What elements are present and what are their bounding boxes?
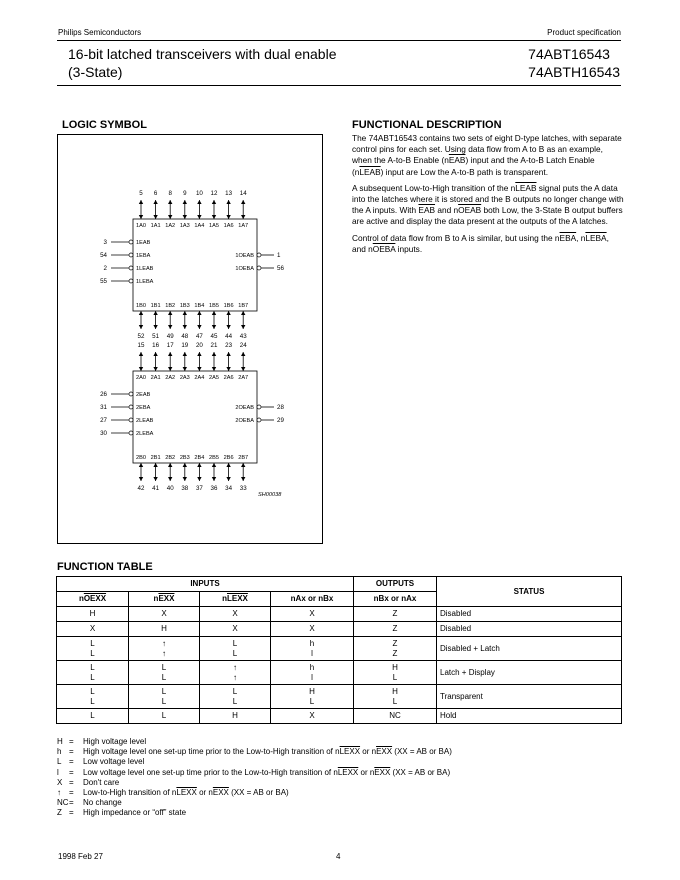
col-oexx: nOEXX — [57, 592, 129, 607]
note-eq: = — [69, 737, 74, 746]
table-row — [57, 709, 622, 724]
bottom-pin-number: 47 — [195, 333, 203, 340]
functional-description-text — [352, 133, 624, 260]
note-t1: Don't care — [83, 777, 120, 787]
bottom-pin-number: 48 — [181, 333, 189, 340]
note-row — [57, 757, 452, 767]
note-eq: = — [69, 767, 74, 777]
top-pin-label: 2A0 — [136, 375, 146, 381]
table-cell-a: h l — [271, 637, 354, 661]
right-pin-label: 1OEAB — [235, 253, 254, 259]
note-t1: No change — [83, 798, 122, 808]
note-ol2: $\overline{EXX}$ — [212, 788, 229, 798]
pin-arrow-down — [241, 477, 245, 481]
bottom-pin-number: 43 — [239, 333, 247, 340]
top-pin-number: 24 — [239, 342, 247, 349]
note-ol1: LEXX — [337, 767, 359, 777]
bottom-pin-label: 1B1 — [150, 303, 161, 309]
bottom-pin-label: 2B4 — [194, 455, 205, 461]
right-pin-label: 2OEBA — [235, 418, 254, 424]
right-pin-number: 56 — [277, 265, 284, 272]
pin-arrow-up — [153, 463, 157, 467]
right-pin-number: 1 — [277, 252, 281, 259]
note-t1: Low voltage level one set-up time prior to the Low-to-High transition of n — [83, 767, 338, 777]
table-cell-e: ↑ ↑ — [129, 637, 200, 661]
top-pin-label: 1A1 — [150, 223, 161, 229]
bottom-pin-label: 2B7 — [238, 455, 249, 461]
table-cell-o: Z — [354, 607, 437, 622]
note-t1: Low-to-High transition of n — [83, 788, 177, 798]
pin-arrow-up — [139, 311, 143, 315]
pin-arrow-down — [197, 215, 201, 219]
top-pin-number: 5 — [139, 190, 143, 197]
pin-arrow-down — [197, 367, 201, 371]
table-cell-o: NC — [354, 709, 437, 724]
pin-arrow-up — [153, 200, 157, 204]
table-cell-a: X — [271, 622, 354, 637]
top-pin-label: 1A3 — [179, 223, 190, 229]
note-t3: (XX = AB or BA) — [392, 747, 452, 757]
pin-arrow-down — [139, 215, 143, 219]
description-paragraph-2: A subsequent Low-to-High transition of the nLEAB signal puts the A data into the latches where it is stored and the B outputs no longer change with the A inputs. With $\overline{EAB}$ and nOEAB both Low, the 3-State B output buffers are active and display the data present at the outputs of the A latches. — [352, 182, 624, 227]
pin-arrow-down — [168, 367, 172, 371]
pin-arrow-down — [241, 215, 245, 219]
table-cell-o: H L — [354, 661, 437, 685]
pin-arrow-down — [212, 325, 216, 329]
bottom-pin-label: 1B6 — [223, 303, 234, 309]
col-exx: $n\overline{EXX}$ — [129, 592, 200, 607]
pin-arrow-down — [212, 477, 216, 481]
top-pin-number: 15 — [137, 342, 145, 349]
pin-arrow-up — [212, 311, 216, 315]
col-lexx: nLEXX — [200, 592, 271, 607]
note-eq: = — [69, 747, 74, 757]
bottom-pin-number: 51 — [152, 333, 160, 340]
table-cell-le: L L — [200, 637, 271, 661]
bottom-pin-number: 40 — [166, 485, 174, 492]
document-type: Product specification — [547, 28, 621, 37]
top-pin-label: 2A6 — [223, 375, 234, 381]
note-k: H — [57, 737, 63, 746]
left-pin-number: 3 — [103, 239, 107, 246]
left-pin-label: 2EAB — [136, 392, 151, 398]
note-ol1: LEXX — [176, 788, 197, 798]
pin-arrow-up — [183, 352, 187, 356]
inversion-bubble — [129, 431, 133, 435]
top-pin-label: 2A3 — [179, 375, 190, 381]
top-pin-number: 14 — [239, 190, 247, 197]
table-cell-oe: L L — [57, 661, 129, 685]
note-row — [57, 747, 452, 757]
pin-arrow-down — [139, 325, 143, 329]
pin-arrow-down — [153, 325, 157, 329]
table-cell-le: X — [200, 622, 271, 637]
table-cell-le: X — [200, 607, 271, 622]
top-pin-number: 23 — [225, 342, 233, 349]
inputs-header: INPUTS — [57, 577, 354, 592]
table-notes — [57, 737, 452, 819]
pin-arrow-up — [139, 200, 143, 204]
document-title: 16-bit latched transceivers with dual enable (3-State) — [68, 46, 337, 80]
left-pin-label: 2LEBA — [136, 431, 154, 437]
pin-arrow-down — [153, 477, 157, 481]
col-input-data: nAx or nBx — [271, 592, 354, 607]
pin-arrow-down — [168, 477, 172, 481]
part-numbers: 74ABT16543 74ABTH16543 — [528, 46, 620, 80]
pin-arrow-up — [226, 200, 230, 204]
pin-arrow-down — [226, 477, 230, 481]
pin-arrow-up — [241, 352, 245, 356]
bottom-pin-label: 1B4 — [194, 303, 205, 309]
pin-arrow-down — [153, 367, 157, 371]
bottom-pin-number: 45 — [210, 333, 218, 340]
bottom-pin-number: 38 — [181, 485, 189, 492]
pin-arrow-down — [139, 367, 143, 371]
bottom-pin-label: 2B3 — [179, 455, 190, 461]
inversion-bubble — [129, 266, 133, 270]
pin-arrow-up — [139, 352, 143, 356]
bottom-pin-label: 2B1 — [150, 455, 161, 461]
inversion-bubble — [257, 405, 261, 409]
left-pin-label: 1LEBA — [136, 279, 154, 285]
note-row — [57, 798, 452, 808]
pin-arrow-down — [197, 477, 201, 481]
top-pin-label: 1A2 — [165, 223, 176, 229]
note-k: L — [57, 757, 62, 767]
table-row — [57, 607, 622, 622]
bottom-pin-label: 2B0 — [136, 455, 146, 461]
pin-arrow-down — [226, 367, 230, 371]
table-cell-oe: X — [57, 622, 129, 637]
table-row — [57, 685, 622, 709]
note-k: NC — [57, 798, 69, 808]
pin-arrow-up — [183, 463, 187, 467]
inversion-bubble — [129, 405, 133, 409]
top-pin-label: 2A1 — [150, 375, 161, 381]
right-pin-number: 28 — [277, 404, 284, 411]
pin-arrow-down — [197, 325, 201, 329]
table-cell-status: Disabled + Latch — [437, 637, 622, 661]
table-cell-e: X — [129, 607, 200, 622]
left-pin-number: 2 — [103, 265, 107, 272]
bottom-pin-label: 2B6 — [223, 455, 234, 461]
outputs-header: OUTPUTS — [354, 577, 437, 592]
bottom-pin-number: 41 — [152, 485, 160, 492]
company-name: Philips Semiconductors — [58, 28, 142, 37]
pin-arrow-down — [226, 215, 230, 219]
table-cell-o: Z — [354, 622, 437, 637]
bottom-pin-label: 1B7 — [238, 303, 249, 309]
left-pin-number: 31 — [100, 404, 107, 411]
bottom-pin-number: 42 — [137, 485, 145, 492]
top-pin-number: 13 — [225, 190, 233, 197]
note-t1: High voltage level — [83, 737, 147, 746]
pin-arrow-up — [153, 352, 157, 356]
pin-arrow-down — [226, 325, 230, 329]
table-cell-e: H — [129, 622, 200, 637]
bottom-pin-label: 1B5 — [209, 303, 219, 309]
pin-arrow-up — [139, 463, 143, 467]
note-t3: (XX = AB or BA) — [390, 767, 451, 777]
note-eq: = — [69, 777, 74, 787]
logic-block-rect — [133, 371, 257, 463]
bottom-pin-label: 1B2 — [165, 303, 176, 309]
bottom-pin-label: 1B3 — [179, 303, 190, 309]
pin-arrow-down — [168, 325, 172, 329]
top-pin-number: 12 — [210, 190, 218, 197]
status-header: STATUS — [437, 577, 622, 607]
bottom-pin-label: 2B5 — [209, 455, 219, 461]
top-pin-number: 20 — [195, 342, 203, 349]
note-eq: = — [69, 788, 74, 798]
pin-arrow-up — [197, 200, 201, 204]
table-cell-e: L L — [129, 685, 200, 709]
top-pin-number: 16 — [152, 342, 160, 349]
top-pin-number: 17 — [166, 342, 174, 349]
top-pin-label: 1A6 — [223, 223, 234, 229]
pin-arrow-up — [212, 352, 216, 356]
note-eq: = — [69, 808, 74, 818]
logic-symbol-diagram — [58, 135, 322, 543]
top-pin-number: 6 — [153, 190, 158, 197]
note-row — [57, 778, 452, 788]
table-cell-le: H — [200, 709, 271, 724]
inversion-bubble — [129, 392, 133, 396]
bottom-pin-number: 44 — [225, 333, 233, 340]
logic-symbol-frame — [57, 134, 323, 544]
note-eq: = — [69, 757, 74, 767]
pin-arrow-up — [183, 200, 187, 204]
table-row — [57, 637, 622, 661]
logic-symbol-heading: LOGIC SYMBOL — [62, 119, 147, 131]
pin-arrow-up — [168, 463, 172, 467]
pin-arrow-down — [183, 215, 187, 219]
pin-arrow-up — [212, 463, 216, 467]
pin-arrow-down — [241, 325, 245, 329]
table-cell-o: Z Z — [354, 637, 437, 661]
pin-arrow-down — [212, 367, 216, 371]
table-cell-e: L — [129, 709, 200, 724]
pin-arrow-down — [241, 367, 245, 371]
pin-arrow-up — [168, 352, 172, 356]
footer-date: 1998 Feb 27 — [58, 852, 103, 861]
table-cell-a: h l — [271, 661, 354, 685]
note-row — [57, 808, 452, 818]
table-cell-e: L L — [129, 661, 200, 685]
pin-arrow-up — [197, 463, 201, 467]
pin-arrow-down — [168, 215, 172, 219]
function-table — [56, 576, 622, 724]
table-cell-a: X — [271, 709, 354, 724]
pin-arrow-down — [183, 367, 187, 371]
note-k: ↑ — [57, 788, 61, 798]
note-t2: or n — [196, 788, 213, 798]
pin-arrow-up — [241, 463, 245, 467]
bottom-pin-number: 33 — [239, 485, 247, 492]
pin-arrow-up — [226, 463, 230, 467]
pin-arrow-up — [183, 311, 187, 315]
bottom-pin-number: 49 — [166, 333, 174, 340]
pin-arrow-down — [212, 215, 216, 219]
pin-arrow-up — [241, 311, 245, 315]
pin-arrow-up — [212, 200, 216, 204]
top-pin-label: 1A0 — [136, 223, 146, 229]
top-pin-label: 2A7 — [238, 375, 249, 381]
note-k: X — [57, 777, 63, 787]
right-pin-number: 29 — [277, 417, 284, 424]
functional-description-heading: FUNCTIONAL DESCRIPTION — [352, 119, 502, 131]
title-rule — [57, 85, 621, 86]
note-ol2: $\overline{EXX}$ — [376, 747, 393, 757]
left-pin-label: 2EBA — [136, 405, 151, 411]
inversion-bubble — [257, 266, 261, 270]
left-pin-label: 1LEAB — [136, 266, 154, 272]
inversion-bubble — [129, 240, 133, 244]
left-pin-number: 27 — [100, 417, 107, 424]
top-pin-number: 21 — [210, 342, 218, 349]
pin-arrow-down — [183, 477, 187, 481]
table-cell-oe: L — [57, 709, 129, 724]
pin-arrow-up — [241, 200, 245, 204]
note-row — [57, 788, 452, 798]
note-eq: = — [69, 798, 74, 808]
note-t1: High impedance or “off” state — [83, 808, 187, 818]
header-rule — [57, 40, 621, 41]
inversion-bubble — [257, 253, 261, 257]
table-cell-o: H L — [354, 685, 437, 709]
figure-code: SH00038 — [258, 492, 282, 498]
top-pin-number: 8 — [168, 190, 172, 197]
description-paragraph-3: Control of data flow from B to A is similar, but using the $n\overline{EBA}$, nLEBA, and nOEBA inputs. — [352, 232, 609, 254]
table-row — [57, 661, 622, 685]
left-pin-label: 2LEAB — [136, 418, 154, 424]
top-pin-number: 19 — [181, 342, 189, 349]
bottom-pin-number: 36 — [210, 485, 218, 492]
bottom-pin-number: 34 — [225, 485, 233, 492]
pin-arrow-up — [168, 200, 172, 204]
note-t2: or n — [358, 767, 375, 777]
inversion-bubble — [257, 418, 261, 422]
note-k: l — [57, 767, 59, 777]
note-k: h — [57, 747, 62, 757]
bottom-pin-number: 37 — [195, 485, 203, 492]
table-cell-status: Latch + Display — [437, 661, 622, 685]
table-cell-a: H L — [271, 685, 354, 709]
left-pin-number: 26 — [100, 391, 107, 398]
top-pin-label: 2A2 — [165, 375, 176, 381]
note-ol2: $\overline{EXX}$ — [374, 767, 391, 777]
top-pin-label: 1A5 — [209, 223, 219, 229]
note-t3: (XX = AB or BA) — [228, 788, 289, 798]
left-pin-number: 54 — [100, 252, 107, 259]
logic-block-rect — [133, 219, 257, 311]
left-pin-label: 1EBA — [136, 253, 151, 259]
inversion-bubble — [129, 279, 133, 283]
top-pin-number: 10 — [195, 190, 203, 197]
note-t1: High voltage level one set-up time prior to the Low-to-High transition of n — [83, 747, 340, 757]
left-pin-label: 1EAB — [136, 240, 151, 246]
table-cell-status: Disabled — [437, 622, 622, 637]
bottom-pin-label: 2B2 — [165, 455, 176, 461]
pin-arrow-up — [197, 311, 201, 315]
table-cell-status: Disabled — [437, 607, 622, 622]
description-paragraph-1: The 74ABT16543 contains two sets of eight D-type latches, with separate control pins for each set. Using data flow from A to B as an example, when the A-to-B Enable $(n\overline{EAB})$ input and the A-to-B Latch Enable (nLEAB) input are Low the A-to-B path is transparent. — [352, 133, 622, 177]
note-t1: Low voltage level — [83, 757, 145, 767]
left-pin-number: 55 — [100, 278, 107, 285]
pin-arrow-up — [226, 311, 230, 315]
left-pin-number: 30 — [100, 430, 107, 437]
right-pin-label: 2OEAB — [235, 405, 254, 411]
pin-arrow-up — [153, 311, 157, 315]
pin-arrow-up — [226, 352, 230, 356]
note-row — [57, 768, 452, 778]
page-number: 4 — [336, 852, 341, 861]
inversion-bubble — [129, 253, 133, 257]
function-table-heading: FUNCTION TABLE — [57, 561, 153, 573]
col-output-data: nBx or nAx — [354, 592, 437, 607]
note-ol1: LEXX — [339, 747, 361, 757]
pin-arrow-down — [183, 325, 187, 329]
pin-arrow-up — [197, 352, 201, 356]
table-cell-oe: L L — [57, 685, 129, 709]
top-pin-label: 1A7 — [238, 223, 249, 229]
top-pin-label: 2A5 — [209, 375, 219, 381]
pin-arrow-down — [139, 477, 143, 481]
pin-arrow-up — [168, 311, 172, 315]
note-t2: or n — [360, 747, 377, 757]
table-cell-oe: H — [57, 607, 129, 622]
top-pin-label: 2A4 — [194, 375, 205, 381]
top-pin-number: 9 — [183, 190, 187, 197]
table-cell-status: Hold — [437, 709, 622, 724]
top-pin-label: 1A4 — [194, 223, 205, 229]
table-cell-status: Transparent — [437, 685, 622, 709]
table-cell-oe: L L — [57, 637, 129, 661]
table-cell-a: X — [271, 607, 354, 622]
note-k: Z — [57, 808, 62, 818]
table-row — [57, 622, 622, 637]
bottom-pin-label: 1B0 — [136, 303, 146, 309]
right-pin-label: 1OEBA — [235, 266, 254, 272]
inversion-bubble — [129, 418, 133, 422]
note-row — [57, 737, 452, 747]
table-cell-le: L L — [200, 685, 271, 709]
bottom-pin-number: 52 — [137, 333, 145, 340]
pin-arrow-down — [153, 215, 157, 219]
table-cell-le: ↑ ↑ — [200, 661, 271, 685]
